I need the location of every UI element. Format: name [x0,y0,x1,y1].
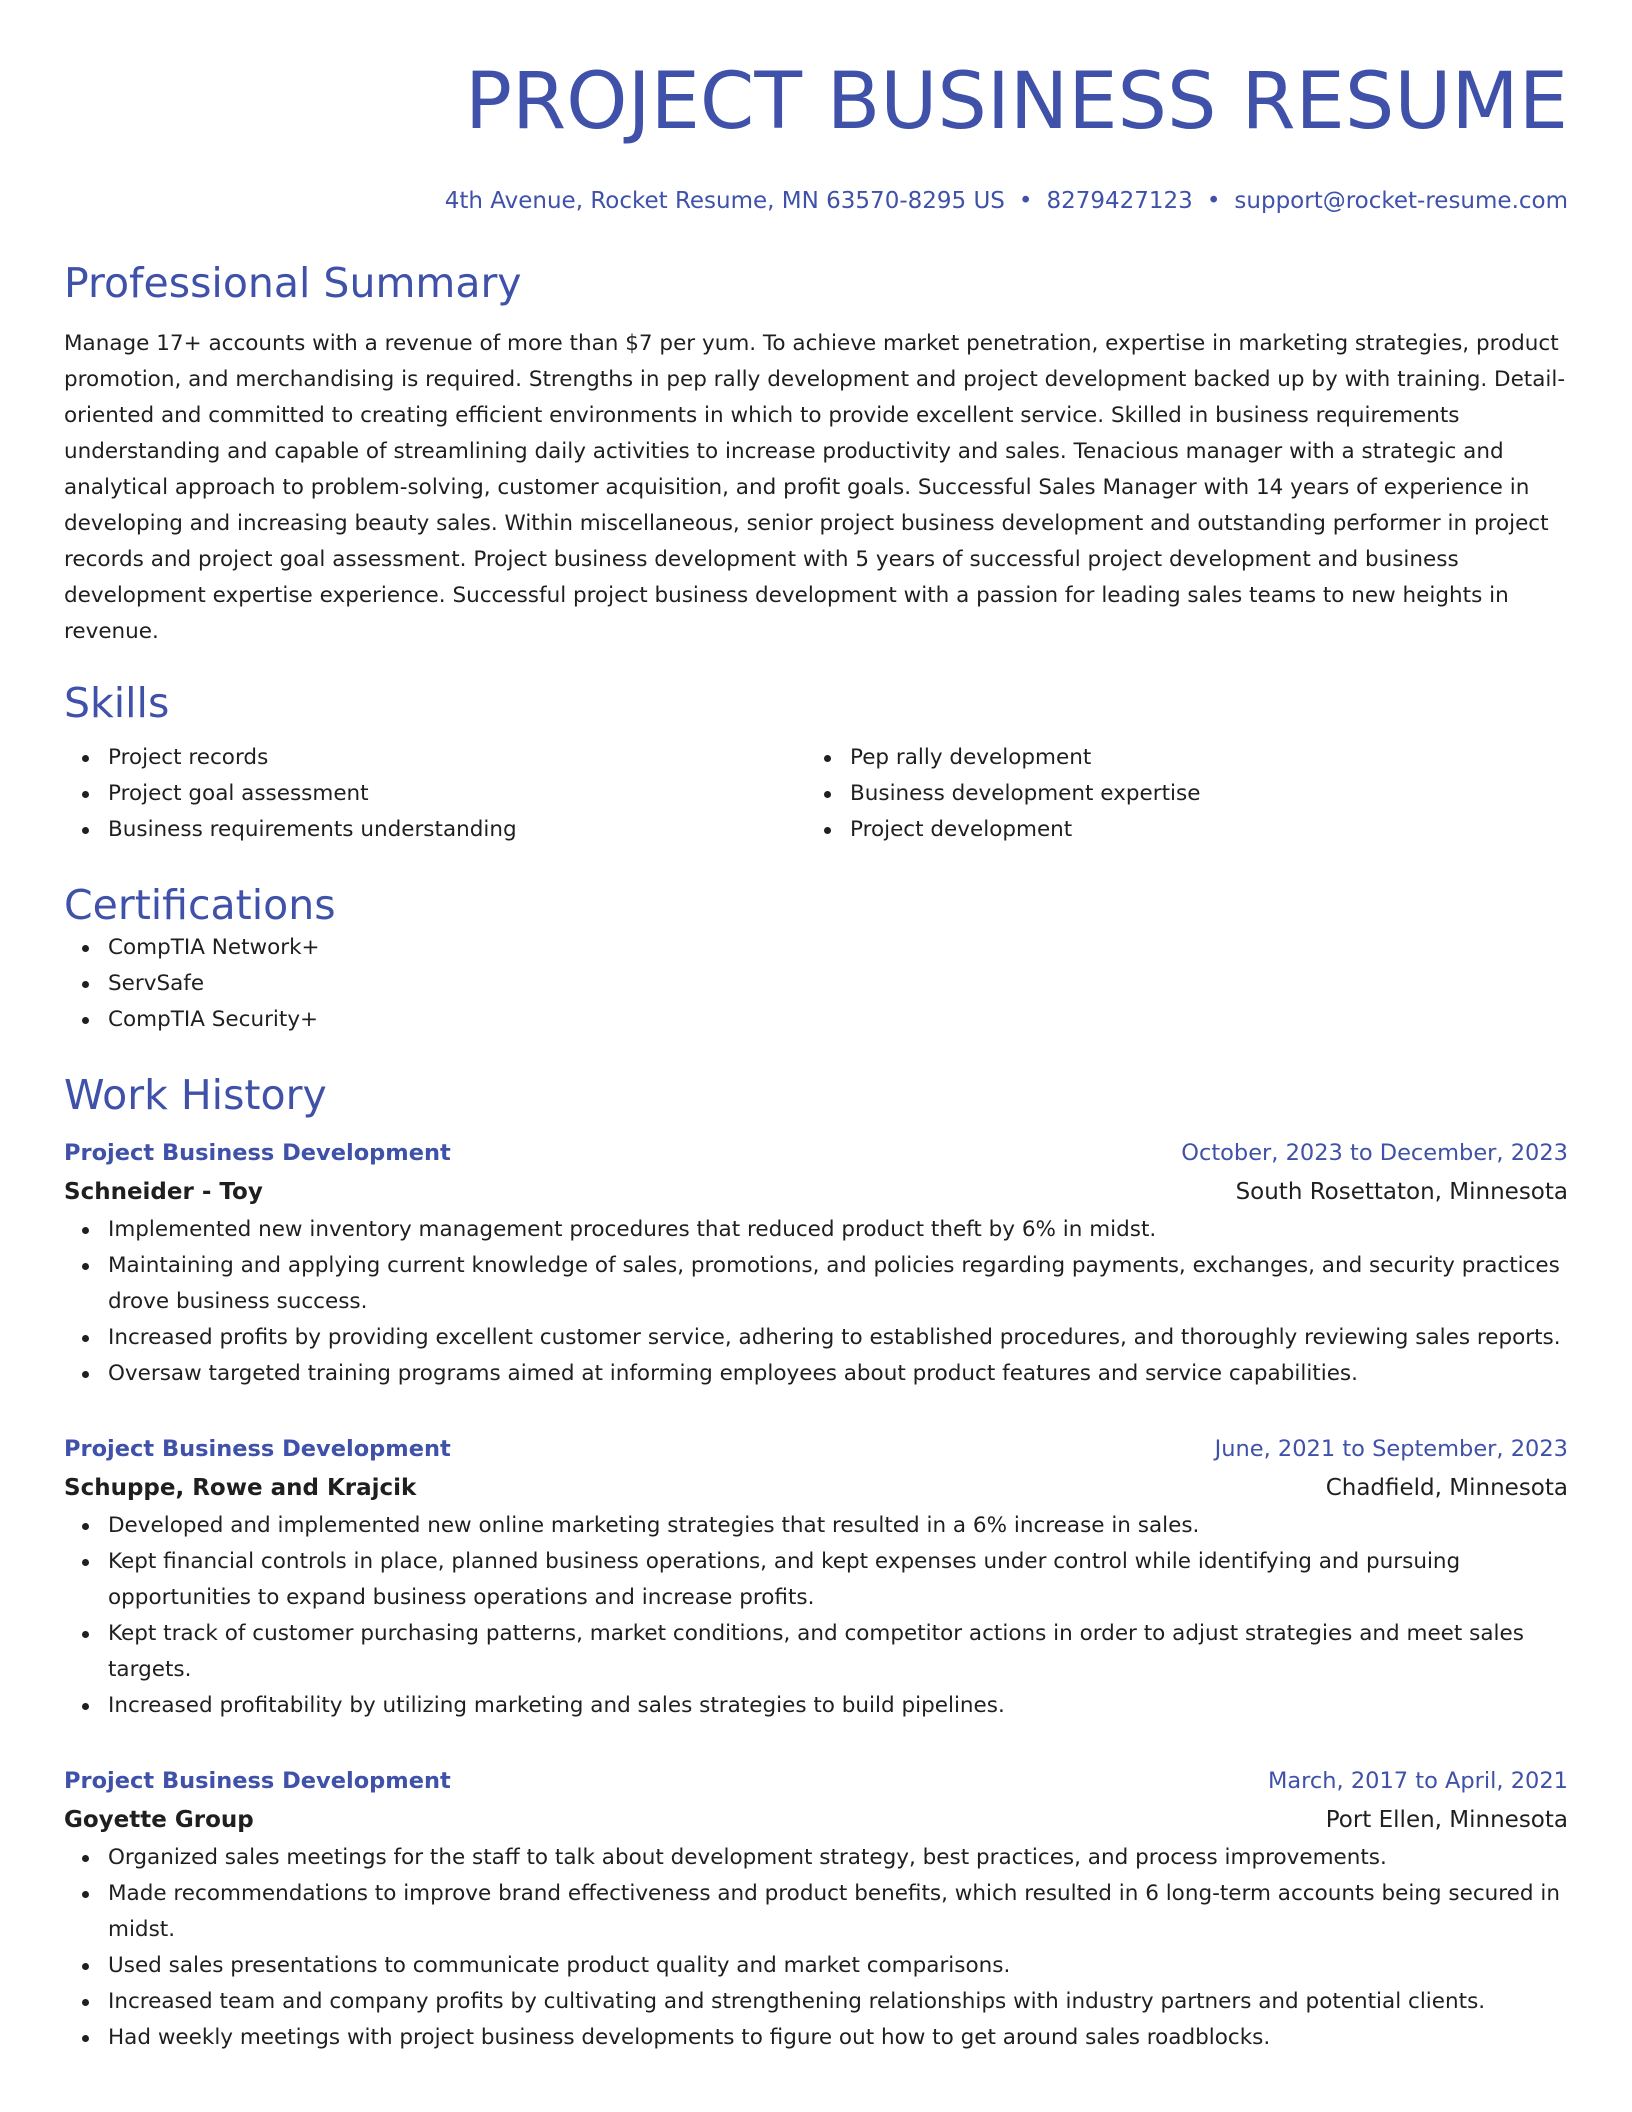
job-company-row [64,1468,1568,1508]
job-bullet: Used sales presentations to communicate product quality and market comparisons. [108,1948,1568,1984]
contact-line [64,186,1568,216]
job-dates: June, 2021 to September, 2023 [1214,1436,1568,1462]
job-entry [64,1430,1568,1724]
certifications-list [64,930,1568,1038]
skill-item: Pep rally development [850,740,1548,776]
contact-separator: • [1018,188,1033,214]
job-entry [64,1762,1568,2056]
job-company-row [64,1800,1568,1840]
summary-text: Manage 17+ accounts with a revenue of more than $7 per yum. To achieve market penetration, expertise in marketing strategies, product promotion, and merchandising is required. Strengths in pep rally development and project development backed up by with training. Detail-oriented and committed to creating efficient environments in which to provide excellent service. Skilled in business requirements understanding and capable of streamlining daily activities to increase productivity and sales. Tenacious manager with a strategic and analytical approach to problem-solving, customer acquisition, and profit goals. Successful Sales Manager with 14 years of experience in developing and increasing beauty sales. Within miscellaneous, senior project business development and outstanding performer in project records and project goal assessment. Project business development with 5 years of successful project development and business development expertise experience. Successful project business development with a passion for leading sales teams to new heights in revenue. [64,331,1566,644]
skill-item: Business requirements understanding [108,812,806,848]
job-company: Schuppe, Rowe and Krajcik [64,1475,417,1501]
job-title-row [64,1762,1568,1800]
job-location: Port Ellen, Minnesota [1325,1807,1568,1833]
contact-phone: 8279427123 [1046,188,1193,214]
job-bullet: Kept track of customer purchasing patterns, market conditions, and competitor actions in order to adjust strategies and meet sales targets. [108,1616,1568,1688]
job-bullet: Increased profitability by utilizing marketing and sales strategies to build pipelines. [108,1688,1568,1724]
certification-item: CompTIA Security+ [108,1002,1568,1038]
job-bullet: Increased team and company profits by cultivating and strengthening relationships with industry partners and potential clients. [108,1984,1568,2020]
job-dates: October, 2023 to December, 2023 [1181,1140,1568,1166]
skill-item: Project goal assessment [108,776,806,812]
contact-address: 4th Avenue, Rocket Resume, MN 63570-8295 US [444,188,1005,214]
job-bullet: Oversaw targeted training programs aimed at informing employees about product features and service capabilities. [108,1356,1568,1392]
job-location: South Rosettaton, Minnesota [1235,1179,1568,1205]
work-history-heading: Work History [64,1071,327,1119]
job-location: Chadfield, Minnesota [1325,1475,1568,1501]
certifications-heading: Certifications [64,881,336,929]
job-title-row [64,1134,1568,1172]
job-entry [64,1134,1568,1392]
skills-column-right [806,740,1548,848]
job-title-row [64,1430,1568,1468]
job-bullet: Developed and implemented new online marketing strategies that resulted in a 6% increase in sales. [108,1508,1568,1544]
skills-list [64,740,1568,848]
summary-heading: Professional Summary [64,259,522,307]
job-dates: March, 2017 to April, 2021 [1267,1768,1568,1794]
job-company: Goyette Group [64,1807,254,1833]
job-bullet: Organized sales meetings for the staff to talk about development strategy, best practices, and process improvements. [108,1840,1568,1876]
skills-column-left [64,740,806,848]
skills-heading: Skills [64,679,170,727]
job-title: Project Business Development [64,1768,451,1794]
job-company-row [64,1172,1568,1212]
contact-separator: • [1206,188,1221,214]
job-title: Project Business Development [64,1436,451,1462]
contact-email: support@rocket-resume.com [1234,188,1568,214]
job-bullet-list [64,1508,1568,1724]
certification-item: ServSafe [108,966,1568,1002]
job-bullet: Had weekly meetings with project business developments to figure out how to get around sales roadblocks. [108,2020,1568,2056]
job-bullet-list [64,1212,1568,1392]
skill-item: Business development expertise [850,776,1548,812]
job-bullet-list [64,1840,1568,2056]
certification-item: CompTIA Network+ [108,930,1568,966]
job-bullet: Implemented new inventory management procedures that reduced product theft by 6% in midst. [108,1212,1568,1248]
job-title: Project Business Development [64,1140,451,1166]
job-bullet: Made recommendations to improve brand effectiveness and product benefits, which resulted in 6 long-term accounts being secured in midst. [108,1876,1568,1948]
job-company: Schneider - Toy [64,1179,263,1205]
skill-item: Project development [850,812,1548,848]
job-bullet: Increased profits by providing excellent customer service, adhering to established procedures, and thoroughly reviewing sales reports. [108,1320,1568,1356]
resume-header [64,52,1568,216]
job-bullet: Maintaining and applying current knowledge of sales, promotions, and policies regarding payments, exchanges, and security practices drove business success. [108,1248,1568,1320]
skill-item: Project records [108,740,806,776]
job-bullet: Kept financial controls in place, planned business operations, and kept expenses under control while identifying and pursuing opportunities to expand business operations and increase profits. [108,1544,1568,1616]
resume-name: PROJECT BUSINESS RESUME [464,57,1568,147]
